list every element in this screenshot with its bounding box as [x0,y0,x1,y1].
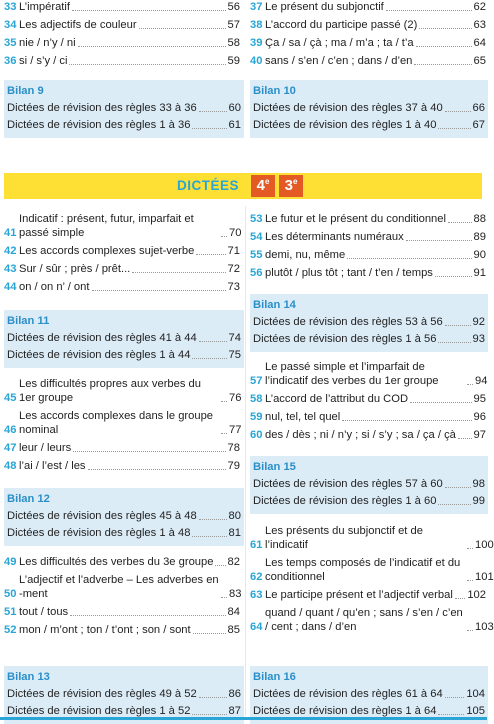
leader-dots [445,111,471,112]
rule-title: L’accord du participe passé (2) [265,19,418,31]
grade-suffix: e [264,177,270,186]
page-number: 60 [228,102,241,114]
bilan-box [4,488,244,546]
leader-dots [193,633,226,634]
toc-entry[interactable] [250,36,486,50]
page-number: 56 [227,1,240,13]
page-number: 84 [227,606,240,618]
leader-dots [445,697,465,698]
page-number: 90 [473,249,486,261]
leader-dots [342,420,471,421]
grade-badge [251,175,275,197]
leader-dots [438,128,470,129]
top-left-column [4,0,240,72]
page-number: 57 [227,19,240,31]
leader-dots [92,290,226,291]
page-number: 88 [473,213,486,225]
toc-entry[interactable] [250,0,486,14]
bilan-entry[interactable] [7,509,241,523]
rule-title: Les temps composés de l’indicatif et du conditionnel [265,557,461,583]
page-number: 105 [466,705,485,717]
rule-title: Sur / sûr ; près / prêt... [19,263,131,275]
leader-dots [192,536,226,537]
bilan-entry[interactable] [7,704,241,718]
left-group-3 [4,555,240,641]
page-number: 58 [227,37,240,49]
toc-entry[interactable] [250,556,494,584]
leader-dots [406,240,472,241]
leader-dots [386,10,472,11]
rule-number: 43 [4,263,17,275]
bilan-entry[interactable] [7,118,241,132]
leader-dots [347,258,471,259]
leader-dots [73,451,225,452]
grade-number: 3 [284,177,293,194]
toc-entry[interactable] [250,212,486,226]
rule-number: 41 [4,227,17,239]
bilan-box [4,666,244,724]
left-group-2 [4,377,240,477]
toc-entry[interactable] [250,392,486,406]
bilan-entry-title: Dictées de révision des règles 41 à 44 [7,332,197,344]
rule-number: 45 [4,392,17,404]
rule-number: 64 [250,621,263,633]
grade-badge [279,175,303,197]
rule-title: L’accord de l’attribut du COD [265,393,409,405]
rule-title: Le passé simple et l’imparfait de l’indicatif des verbes du 1er groupe [265,361,439,387]
leader-dots [438,714,464,715]
rule-number: 50 [4,588,17,600]
right-group-1 [250,212,486,284]
leader-dots [78,46,226,47]
toc-entry[interactable] [4,441,240,455]
leader-dots [199,697,227,698]
bilan-entry-title: Dictées de révision des règles 1 à 48 [7,527,191,539]
rule-title: quand / quant / qu’en ; sans / s’en / c’en / cent ; dans / d’en [265,607,463,633]
rule-number: 63 [250,589,263,601]
toc-entry[interactable] [4,54,240,68]
bilan-box [4,80,244,138]
leader-dots [410,402,472,403]
bilan-entry[interactable] [7,348,241,362]
leader-dots [132,272,225,273]
leader-dots [192,714,226,715]
page-number: 104 [466,688,485,700]
rule-title: nie / n’y / ni [19,37,76,49]
toc-entry[interactable] [250,410,486,424]
rule-number: 38 [250,19,263,31]
bilan-entry[interactable] [253,704,485,718]
page-number: 77 [229,424,242,436]
rule-number: 52 [4,624,17,636]
rule-number: 37 [250,1,263,13]
bilan-entry[interactable] [253,101,485,115]
bilan-entry-title: Dictées de révision des règles 1 à 40 [253,119,437,131]
bilan-box [250,294,488,352]
rule-title: L’impératif [19,1,70,13]
section-banner [4,173,482,199]
bilan-box [250,80,488,138]
leader-dots [221,433,227,434]
grade-number: 4 [256,177,265,194]
page-number: 98 [472,478,485,490]
leader-dots [416,46,472,47]
bilan-entry-title: Dictées de révision des règles 1 à 44 [7,349,191,361]
page-number: 96 [473,411,486,423]
leader-dots [435,276,472,277]
section-title: DICTÉES [177,178,240,193]
right-group-3 [250,524,494,638]
rule-title: tout / tous [19,606,69,618]
page-number: 102 [467,589,486,601]
rule-title: Ça / sa / çà ; ma / m’a ; ta / t’a [265,37,414,49]
page-number: 72 [227,263,240,275]
bilan-title: Bilan 9 [7,85,44,97]
page-number: 82 [227,556,240,568]
toc-entry[interactable] [250,266,486,280]
rule-title: Les adjectifs de couleur [19,19,137,31]
toc-entry[interactable] [4,377,240,405]
leader-dots [70,615,225,616]
leader-dots [199,519,227,520]
column-divider [245,206,246,716]
toc-entry[interactable] [4,262,240,276]
page-number: 73 [227,281,240,293]
leader-dots [458,438,472,439]
bottom-rule [0,717,487,720]
rule-number: 53 [250,213,263,225]
page-number: 64 [473,37,486,49]
toc-entry[interactable] [4,36,240,50]
toc-entry[interactable] [250,428,486,442]
rule-number: 46 [4,424,17,436]
toc-entry[interactable] [250,524,494,552]
leader-dots [414,64,471,65]
rule-number: 56 [250,267,263,279]
rule-title: on / on n’ / ont [19,281,90,293]
leader-dots [438,504,470,505]
rule-number: 62 [250,571,263,583]
toc-entry[interactable] [4,459,240,473]
grade-suffix: e [292,177,298,186]
bilan-entry-title: Dictées de révision des règles 1 à 52 [7,705,191,717]
leader-dots [467,548,473,549]
toc-entry[interactable] [250,360,486,388]
page-number: 76 [229,392,242,404]
bilan-entry-title: Dictées de révision des règles 53 à 56 [253,316,443,328]
page-number: 93 [472,333,485,345]
rule-number: 60 [250,429,263,441]
toc-entry[interactable] [4,212,240,240]
bilan-entry-title: Dictées de révision des règles 61 à 64 [253,688,443,700]
rule-number: 42 [4,245,17,257]
bilan-entry[interactable] [253,477,485,491]
page-number: 66 [472,102,485,114]
bilan-title: Bilan 13 [7,671,50,683]
toc-entry[interactable] [250,588,486,602]
bilan-entry-title: Dictées de révision des règles 57 à 60 [253,478,443,490]
page-number: 75 [228,349,241,361]
page-number: 83 [229,588,242,600]
rule-number: 39 [250,37,263,49]
page-number: 100 [475,539,494,551]
rule-number: 54 [250,231,263,243]
bilan-title: Bilan 10 [253,85,296,97]
rule-number: 57 [250,375,263,387]
page-number: 92 [472,316,485,328]
rule-number: 58 [250,393,263,405]
leader-dots [455,598,466,599]
bilan-title: Bilan 15 [253,461,296,473]
bilan-title: Bilan 16 [253,671,296,683]
rule-title: plutôt / plus tôt ; tant / t’en / temps [265,267,433,279]
bilan-entry[interactable] [253,687,485,701]
bilan-entry[interactable] [7,101,241,115]
page-number: 101 [475,571,494,583]
leader-dots [467,630,473,631]
leader-dots [192,358,226,359]
leader-dots [438,342,470,343]
toc-entry[interactable] [4,280,240,294]
bilan-entry[interactable] [253,315,485,329]
rule-title: Les difficultés des verbes du 3e groupe [19,556,214,568]
rule-number: 36 [4,55,17,67]
bilan-title: Bilan 12 [7,493,50,505]
page-number: 65 [473,55,486,67]
page-number: 95 [473,393,486,405]
leader-dots [72,10,226,11]
toc-entry[interactable] [250,230,486,244]
bilan-entry-title: Dictées de révision des règles 33 à 36 [7,102,197,114]
rule-title: des / dès ; ni / n’y ; si / s’y ; sa / ça / çà [265,429,456,441]
rule-title: Le futur et le présent du conditionnel [265,213,446,225]
rule-title: Le participe présent et l’adjectif verbal [265,589,453,601]
leader-dots [445,325,471,326]
rule-title: Les accords complexes sujet-verbe [19,245,195,257]
rule-title: Indicatif : présent, futur, imparfait et passé simple [19,213,194,239]
rule-title: mon / m’ont ; ton / t’ont ; son / sont [19,624,191,636]
toc-entry[interactable] [250,54,486,68]
rule-number: 55 [250,249,263,261]
bilan-title: Bilan 14 [253,299,296,311]
toc-entry[interactable] [4,573,240,601]
page-number: 63 [473,19,486,31]
bilan-entry[interactable] [7,526,241,540]
rule-title: sans / s’en / c’en ; dans / d’en [265,55,413,67]
page-number: 67 [472,119,485,131]
bilan-entry-title: Dictées de révision des règles 37 à 40 [253,102,443,114]
page-number: 99 [472,495,485,507]
bilan-entry[interactable] [7,331,241,345]
rule-number: 35 [4,37,17,49]
bilan-entry[interactable] [253,332,485,346]
page-number: 89 [473,231,486,243]
rule-title: Le présent du subjonctif [265,1,384,13]
toc-entry[interactable] [250,606,494,634]
leader-dots [139,28,226,29]
rule-title: Les présents du subjonctif et de l’indicatif [265,525,423,551]
page-number: 81 [228,527,241,539]
rule-number: 59 [250,411,263,423]
page-number: 94 [475,375,488,387]
leader-dots [419,28,471,29]
leader-dots [69,64,225,65]
bilan-entry[interactable] [253,494,485,508]
toc-entry[interactable] [4,623,240,637]
rule-title: l’ai / l’est / les [19,460,86,472]
bilan-box [250,666,488,724]
leader-dots [192,128,226,129]
rule-number: 61 [250,539,263,551]
leader-dots [221,236,227,237]
page-number: 59 [227,55,240,67]
page-number: 85 [227,624,240,636]
page-number: 79 [227,460,240,472]
page-number: 61 [228,119,241,131]
rule-title: leur / leurs [19,442,72,454]
leader-dots [88,469,226,470]
page-number: 70 [229,227,242,239]
leader-dots [221,597,227,598]
toc-entry[interactable] [4,409,240,437]
bilan-entry-title: Dictées de révision des règles 45 à 48 [7,510,197,522]
bilan-entry-title: Dictées de révision des règles 1 à 64 [253,705,437,717]
bilan-box [4,310,244,368]
rule-number: 40 [250,55,263,67]
right-group-2 [250,360,486,446]
bilan-entry-title: Dictées de révision des règles 1 à 56 [253,333,437,345]
rule-title: si / s’y / ci [19,55,68,67]
page-number: 103 [475,621,494,633]
rule-title: L’adjectif et l’adverbe – Les adverbes en -ment [19,574,219,600]
page-number: 80 [228,510,241,522]
bilan-entry-title: Dictées de révision des règles 1 à 36 [7,119,191,131]
page-number: 91 [473,267,486,279]
rule-number: 33 [4,1,17,13]
bilan-box [250,456,488,514]
bilan-entry[interactable] [253,118,485,132]
page-number: 71 [227,245,240,257]
rule-number: 49 [4,556,17,568]
page-number: 62 [473,1,486,13]
page-number: 97 [473,429,486,441]
leader-dots [199,111,227,112]
toc-entry[interactable] [4,555,240,569]
toc-entry[interactable] [4,0,240,14]
leader-dots [196,254,225,255]
rule-title: Les accords complexes dans le groupe nominal [19,410,214,436]
top-right-column [250,0,486,72]
toc-entry[interactable] [250,248,486,262]
rule-number: 44 [4,281,17,293]
leader-dots [221,401,227,402]
toc-entry[interactable] [4,605,240,619]
page-number: 74 [228,332,241,344]
rule-number: 48 [4,460,17,472]
page-number: 86 [228,688,241,700]
leader-dots [467,384,473,385]
rule-number: 47 [4,442,17,454]
rule-number: 51 [4,606,17,618]
bilan-entry-title: Dictées de révision des règles 49 à 52 [7,688,197,700]
page-number: 87 [228,705,241,717]
leader-dots [467,580,473,581]
toc-entry[interactable] [250,18,486,32]
bilan-entry-title: Dictées de révision des règles 1 à 60 [253,495,437,507]
rule-title: Les déterminants numéraux [265,231,404,243]
rule-title: demi, nu, même [265,249,346,261]
page-number: 78 [227,442,240,454]
bilan-entry[interactable] [7,687,241,701]
leader-dots [445,487,471,488]
bilan-title: Bilan 11 [7,315,50,327]
leader-dots [215,565,225,566]
leader-dots [448,222,472,223]
toc-entry[interactable] [4,244,240,258]
rule-title: Les difficultés propres aux verbes du 1er groupe [19,378,202,404]
toc-entry[interactable] [4,18,240,32]
left-group-1 [4,212,240,298]
rule-number: 34 [4,19,17,31]
leader-dots [199,341,227,342]
rule-title: nul, tel, tel quel [265,411,341,423]
